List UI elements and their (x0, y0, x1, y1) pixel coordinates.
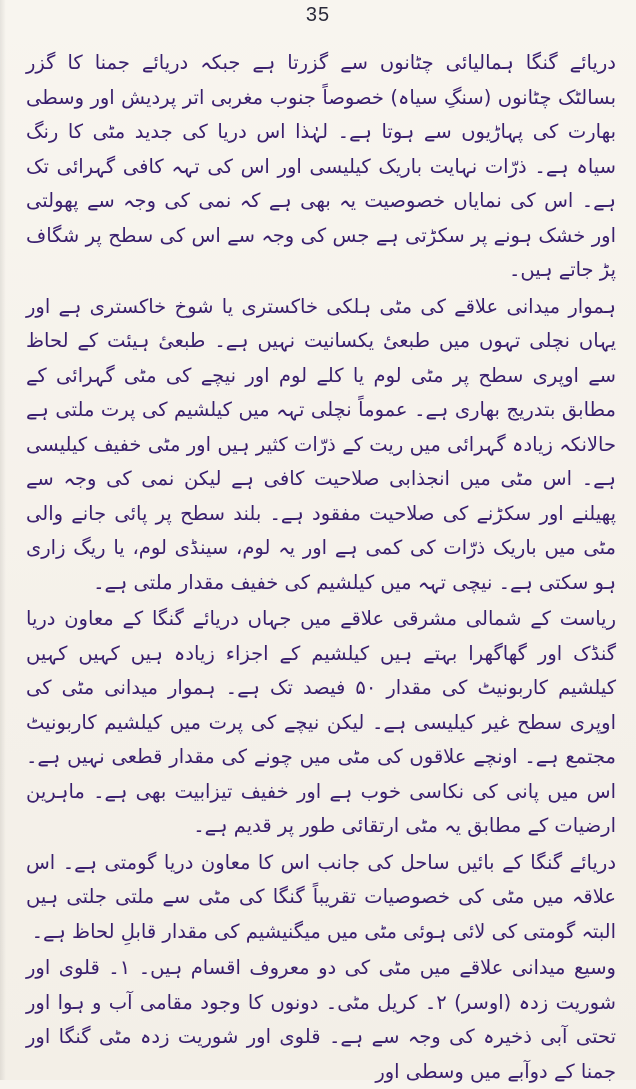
paragraph-ganga-jamuna-rocks: دریائے گنگا ہمالیائی چٹانوں سے گزرتا ہے جبکہ دریائے جمنا کا گزر بسالٹک چٹانوں (سنگِ سیاہ) خصوصاً جنوب مغربی اتر پردیش اور وسطی بھارت کی پہاڑیوں سے ہوتا ہے۔ لہٰذا اس دریا کی جدید مٹی کا رنگ سیاہ ہے۔ ذرّات نہایت باریک کیلیسی اور اس کی تہہ کافی گہرائی تک ہے۔ اس کی نمایاں خصوصیت یہ بھی ہے کہ نمی کی وجہ سے پھولتی اور خشک ہونے پر سکڑتی ہے جس کی وجہ سے اس کی سطح پر شگاف پڑ جاتے ہیں۔ (26, 51, 616, 281)
paragraph-gomti: دریائے گنگا کے بائیں ساحل کی جانب اس کا معاون دریا گومتی ہے۔ اس علاقہ میں مٹی کی خصوصیات تقریباً گنگا کی مٹی سے ملتی جلتی ہیں البتہ گومتی کی لائی ہوئی مٹی میں میگنیشیم کی مقدار قابلِ لحاظ ہے۔ (26, 850, 616, 943)
page-body-text (26, 46, 616, 1089)
page-edge-shadow (0, 0, 6, 1080)
paragraph-plain-soil: ہموار میدانی علاقے کی مٹی ہلکی خاکستری یا شوخ خاکستری ہے اور یہاں نچلی تہوں میں طبعیٔ یکسانیت نہیں ہے۔ طبعیٔ ہیئت کے لحاظ سے اوپری سطح پر مٹی لوم یا کلے لوم اور نیچے کی مٹی گہرائی کے مطابق بتدریج بھاری ہے۔ عموماً نچلی تہہ میں کیلشیم کی پرت ملتی ہے حالانکہ زیادہ گہرائی میں ریت کے ذرّات کثیر ہیں اور مٹی خفیف کیلیسی ہے۔ اس مٹی میں انجذابی صلاحیت کافی ہے لیکن نمی کی وجہ سے پھیلنے اور سکڑنے کی صلاحیت مفقود ہے۔ بلند سطح پر پائی جانے والی مٹی میں باریک ذرّات کی کمی ہے اور یہ لوم، سینڈی لوم، یا ریگ زاری ہو سکتی ہے۔ نیچی تہہ میں کیلشیم کی خفیف مقدار ملتی ہے۔ (26, 294, 616, 594)
paragraph-soil-types: وسیع میدانی علاقے میں مٹی کی دو معروف اقسام ہیں۔ ۱۔ قلوی اور شوریت زدہ (اوسر) ۲۔ کریل مٹی۔ دونوں کا وجود مقامی آب و ہوا اور تحتی آبی ذخیرہ کی وجہ سے ہے۔ قلوی اور شوریت زدہ مٹی گنگا اور جمنا کے دوآبے میں وسطی اور (26, 956, 616, 1083)
page-number: 35 (305, 4, 331, 26)
paragraph-north-east-region: ریاست کے شمالی مشرقی علاقے میں جہاں دریائے گنگا کے معاون دریا گنڈک اور گھاگھرا بہتے ہیں کیلشیم کے اجزاء زیادہ ہیں کہیں کہیں کیلشیم کاربونیٹ کی مقدار ۵۰ فیصد تک ہے۔ ہموار میدانی مٹی کی اوپری سطح غیر کیلیسی ہے۔ لیکن نیچے کی پرت میں کیلشیم کاربونیٹ مجتمع ہے۔ اونچے علاقوں کی مٹی میں چونے کی مقدار قطعی نہیں ہے۔ اس میں پانی کی نکاسی خوب ہے اور خفیف تیزابیت بھی ہے۔ ماہرین ارضیات کے مطابق یہ مٹی ارتقائی طور پر قدیم ہے۔ (26, 607, 616, 837)
